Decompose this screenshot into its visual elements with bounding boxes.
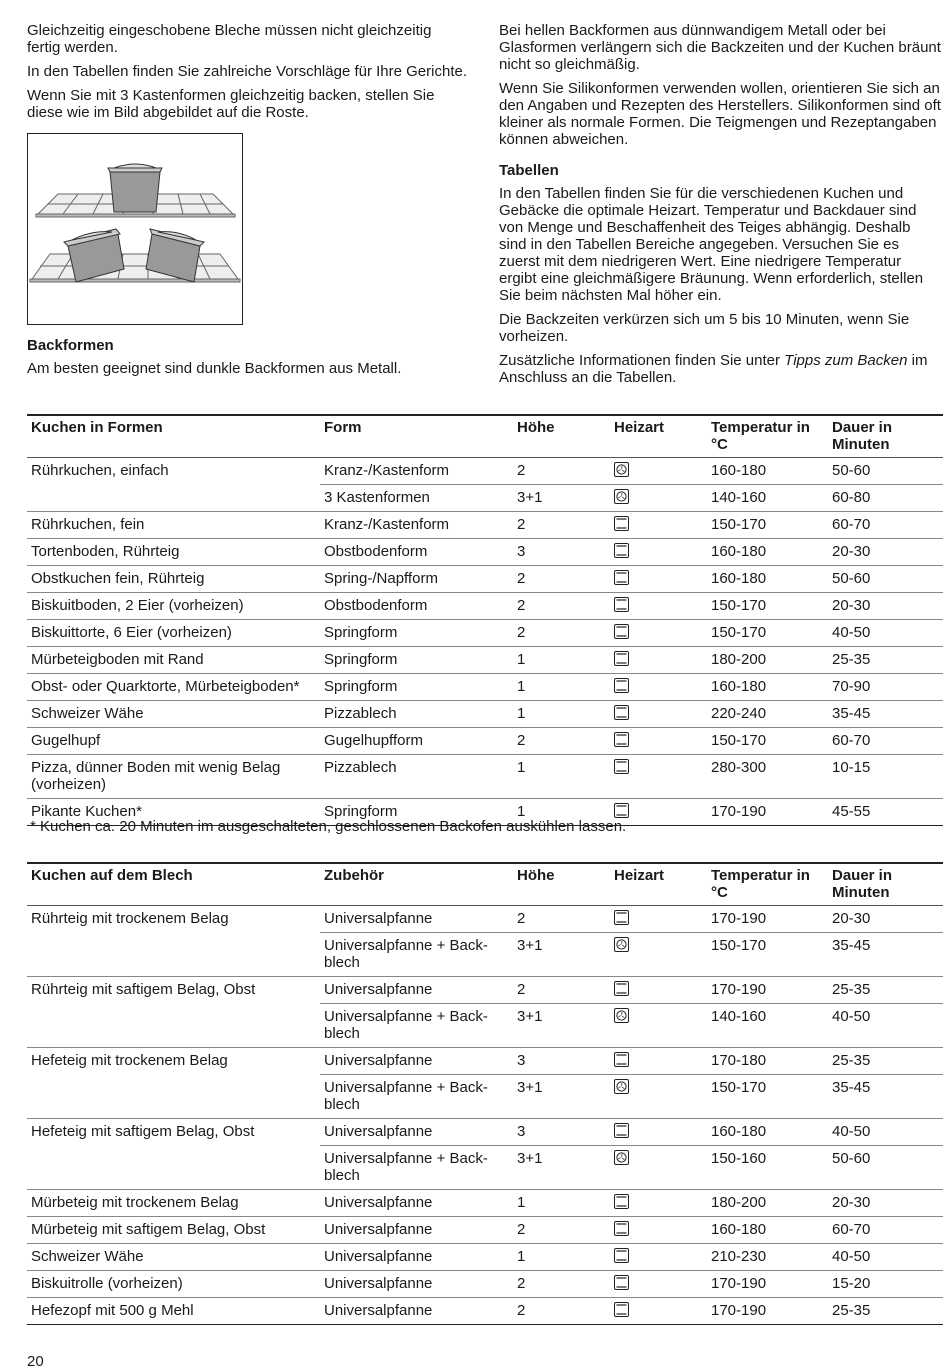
table-cell bbox=[27, 1146, 320, 1190]
table-cell: 180-200 bbox=[707, 1190, 828, 1217]
right-column bbox=[499, 22, 942, 393]
table-cell: 150-170 bbox=[707, 512, 828, 539]
table-cell: Rührteig mit trockenem Belag bbox=[27, 906, 320, 933]
table-cell: 60-70 bbox=[828, 512, 943, 539]
column-header: Zubehör bbox=[320, 863, 513, 906]
table-cell: 2 bbox=[513, 977, 610, 1004]
table-row bbox=[27, 1075, 943, 1119]
table-cell: 170-190 bbox=[707, 906, 828, 933]
table-cell: 1 bbox=[513, 701, 610, 728]
fan-icon bbox=[614, 489, 629, 506]
table-cell: 25-35 bbox=[828, 977, 943, 1004]
table-cell: Obstkuchen fein, Rührteig bbox=[27, 566, 320, 593]
top-bottom-heat-icon bbox=[614, 597, 629, 614]
heating-mode-cell bbox=[610, 933, 707, 977]
table-row bbox=[27, 458, 943, 485]
heating-mode-cell bbox=[610, 458, 707, 485]
table-row bbox=[27, 1190, 943, 1217]
column-header: Temperatur in °C bbox=[707, 415, 828, 458]
heating-mode-cell bbox=[610, 1075, 707, 1119]
top-bottom-heat-icon bbox=[614, 1194, 629, 1211]
table-cell: 150-160 bbox=[707, 1146, 828, 1190]
table-cell: 3 Kastenformen bbox=[320, 485, 513, 512]
paragraph: Gleichzeitig eingeschobene Bleche müssen nicht gleichzeitig fertig werden. bbox=[27, 22, 432, 56]
table-row bbox=[27, 593, 943, 620]
table-cell: 60-70 bbox=[828, 1217, 943, 1244]
table-cell: Universalpfanne bbox=[320, 1119, 513, 1146]
table-cell: Universalpfanne bbox=[320, 1048, 513, 1075]
heating-mode-cell bbox=[610, 728, 707, 755]
heating-mode-cell bbox=[610, 1244, 707, 1271]
heating-mode-cell bbox=[610, 1271, 707, 1298]
table-kuchen-in-formen bbox=[27, 414, 943, 826]
table-cell: 220-240 bbox=[707, 701, 828, 728]
table-cell: 160-180 bbox=[707, 566, 828, 593]
table-row bbox=[27, 906, 943, 933]
table-cell: 2 bbox=[513, 512, 610, 539]
table-cell: Mürbeteig mit trockenem Belag bbox=[27, 1190, 320, 1217]
heating-mode-cell bbox=[610, 1298, 707, 1325]
table-cell: 3+1 bbox=[513, 1146, 610, 1190]
fan-icon bbox=[614, 1008, 629, 1025]
table-cell: 25-35 bbox=[828, 1298, 943, 1325]
table-cell: Universalpfanne + Back-blech bbox=[320, 1075, 513, 1119]
heating-mode-cell bbox=[610, 485, 707, 512]
column-header: Heizart bbox=[610, 415, 707, 458]
table-cell: 40-50 bbox=[828, 1244, 943, 1271]
table-cell: 2 bbox=[513, 728, 610, 755]
table-cell: Universalpfanne bbox=[320, 1298, 513, 1325]
table-cell: Hefezopf mit 500 g Mehl bbox=[27, 1298, 320, 1325]
table-cell: 70-90 bbox=[828, 674, 943, 701]
table-cell: 150-170 bbox=[707, 728, 828, 755]
table-row bbox=[27, 728, 943, 755]
top-bottom-heat-icon bbox=[614, 1302, 629, 1319]
table-cell: Rührkuchen, einfach bbox=[27, 458, 320, 485]
table-cell: 170-180 bbox=[707, 1048, 828, 1075]
top-bottom-heat-icon bbox=[614, 624, 629, 641]
paragraph: Wenn Sie mit 3 Kastenformen gleichzeitig backen, stellen Sie diese wie im Bild abgebildet auf die Roste. bbox=[27, 87, 435, 121]
column-header: Temperatur in °C bbox=[707, 863, 828, 906]
table-cell: Kranz-/Kastenform bbox=[320, 458, 513, 485]
table-cell: 40-50 bbox=[828, 1119, 943, 1146]
table-cell: Biskuitrolle (vorheizen) bbox=[27, 1271, 320, 1298]
table-cell: 3+1 bbox=[513, 1075, 610, 1119]
heating-mode-cell bbox=[610, 755, 707, 799]
column-header: Höhe bbox=[513, 415, 610, 458]
top-bottom-heat-icon bbox=[614, 1052, 629, 1069]
table-cell: Hefeteig mit saftigem Belag, Obst bbox=[27, 1119, 320, 1146]
table-cell: 10-15 bbox=[828, 755, 943, 799]
table-cell bbox=[27, 485, 320, 512]
table-row bbox=[27, 512, 943, 539]
column-header: Höhe bbox=[513, 863, 610, 906]
table-cell: 150-170 bbox=[707, 1075, 828, 1119]
table-cell: 160-180 bbox=[707, 458, 828, 485]
table-cell: Universalpfanne + Back-blech bbox=[320, 933, 513, 977]
paragraph: Bei hellen Backformen aus dünnwandigem Metall oder bei Glasformen verlängern sich die Backzeiten und der Kuchen bräunt nicht so gleichmäßig. bbox=[499, 22, 941, 73]
table-cell: Pizza, dünner Boden mit wenig Belag (vorheizen) bbox=[27, 755, 320, 799]
table-cell: 160-180 bbox=[707, 674, 828, 701]
table-cell: 35-45 bbox=[828, 1075, 943, 1119]
table-row bbox=[27, 755, 943, 799]
table-cell: 1 bbox=[513, 674, 610, 701]
table-cell: 40-50 bbox=[828, 620, 943, 647]
table-cell: 2 bbox=[513, 593, 610, 620]
table-row bbox=[27, 701, 943, 728]
left-column bbox=[27, 22, 467, 384]
table-cell: 180-200 bbox=[707, 647, 828, 674]
heating-mode-cell bbox=[610, 620, 707, 647]
backformen-heading: Backformen bbox=[27, 337, 114, 354]
table-cell: 2 bbox=[513, 566, 610, 593]
table-row bbox=[27, 566, 943, 593]
table-cell: 40-50 bbox=[828, 1004, 943, 1048]
tabellen-heading: Tabellen bbox=[499, 162, 559, 179]
heating-mode-cell bbox=[610, 977, 707, 1004]
table-cell: Biskuitboden, 2 Eier (vorheizen) bbox=[27, 593, 320, 620]
table-cell: Rührteig mit saftigem Belag, Obst bbox=[27, 977, 320, 1004]
top-bottom-heat-icon bbox=[614, 759, 629, 776]
table-cell: 3 bbox=[513, 1048, 610, 1075]
table-cell: 140-160 bbox=[707, 1004, 828, 1048]
table-cell: Spring-/Napfform bbox=[320, 566, 513, 593]
table-cell: 25-35 bbox=[828, 647, 943, 674]
table-cell: 50-60 bbox=[828, 458, 943, 485]
table-cell: 2 bbox=[513, 906, 610, 933]
heating-mode-cell bbox=[610, 566, 707, 593]
table-cell: 35-45 bbox=[828, 701, 943, 728]
table-cell: Biskuittorte, 6 Eier (vorheizen) bbox=[27, 620, 320, 647]
heating-mode-cell bbox=[610, 1190, 707, 1217]
table-cell: 160-180 bbox=[707, 1217, 828, 1244]
column-header: Dauer in Minuten bbox=[828, 415, 943, 458]
table-cell: 60-70 bbox=[828, 728, 943, 755]
table-cell: Obstbodenform bbox=[320, 593, 513, 620]
table-cell: 140-160 bbox=[707, 485, 828, 512]
fan-icon bbox=[614, 1079, 629, 1096]
table-cell: Springform bbox=[320, 674, 513, 701]
table-cell: 160-180 bbox=[707, 1119, 828, 1146]
heating-mode-cell bbox=[610, 1004, 707, 1048]
table-row bbox=[27, 1146, 943, 1190]
heating-mode-cell bbox=[610, 674, 707, 701]
heating-mode-cell bbox=[610, 1217, 707, 1244]
table-row bbox=[27, 647, 943, 674]
column-header: Kuchen auf dem Blech bbox=[27, 863, 320, 906]
table-cell: Pizzablech bbox=[320, 701, 513, 728]
heating-mode-cell bbox=[610, 1048, 707, 1075]
table-row bbox=[27, 1217, 943, 1244]
table-cell: Kranz-/Kastenform bbox=[320, 512, 513, 539]
table-cell: 50-60 bbox=[828, 566, 943, 593]
table-cell bbox=[27, 933, 320, 977]
table-cell: Schweizer Wähe bbox=[27, 701, 320, 728]
table-row bbox=[27, 674, 943, 701]
table-cell: 150-170 bbox=[707, 620, 828, 647]
top-bottom-heat-icon bbox=[614, 1275, 629, 1292]
table-cell: 3+1 bbox=[513, 485, 610, 512]
table-cell: 20-30 bbox=[828, 906, 943, 933]
top-bottom-heat-icon bbox=[614, 705, 629, 722]
table-cell: 2 bbox=[513, 620, 610, 647]
heating-mode-cell bbox=[610, 539, 707, 566]
table-cell: Springform bbox=[320, 647, 513, 674]
table-cell: Gugelhupf bbox=[27, 728, 320, 755]
top-bottom-heat-icon bbox=[614, 1123, 629, 1140]
table-cell: Pizzablech bbox=[320, 755, 513, 799]
table-row bbox=[27, 977, 943, 1004]
table-row bbox=[27, 933, 943, 977]
top-bottom-heat-icon bbox=[614, 1221, 629, 1238]
page-number: 20 bbox=[27, 1353, 44, 1370]
table-cell: Gugelhupfform bbox=[320, 728, 513, 755]
heating-mode-cell bbox=[610, 593, 707, 620]
table-row bbox=[27, 620, 943, 647]
loaf-pans-on-racks-illustration bbox=[27, 133, 243, 325]
table-cell: 170-190 bbox=[707, 799, 828, 826]
table-cell: 280-300 bbox=[707, 755, 828, 799]
column-header: Kuchen in Formen bbox=[27, 415, 320, 458]
table-row bbox=[27, 1244, 943, 1271]
table-cell: 170-190 bbox=[707, 1271, 828, 1298]
column-header: Heizart bbox=[610, 863, 707, 906]
heating-mode-cell bbox=[610, 701, 707, 728]
table-cell: 1 bbox=[513, 755, 610, 799]
table-cell: 20-30 bbox=[828, 539, 943, 566]
table-cell: 60-80 bbox=[828, 485, 943, 512]
paragraph: In den Tabellen finden Sie für die verschiedenen Kuchen und Gebäcke die optimale Heizart. Temperatur und Backdauer sind von Menge und Beschaffenheit des Teiges abhängig. Deshalb sind in den Tabellen Bereiche angegeben. Versuchen Sie es zuerst mit dem niedrigeren Wert. Eine niedrigere Temperatur ergibt eine gleichmäßigere Bräunung. Wenn erforderlich, stellen Sie beim nächsten Mal höher ein. bbox=[499, 185, 924, 304]
table-cell: Universalpfanne + Back-blech bbox=[320, 1004, 513, 1048]
heating-mode-cell bbox=[610, 1119, 707, 1146]
table-cell: 170-190 bbox=[707, 1298, 828, 1325]
top-bottom-heat-icon bbox=[614, 678, 629, 695]
table-cell: 3+1 bbox=[513, 1004, 610, 1048]
top-bottom-heat-icon bbox=[614, 981, 629, 998]
table-cell: Schweizer Wähe bbox=[27, 1244, 320, 1271]
table-cell: 35-45 bbox=[828, 933, 943, 977]
table-cell: 2 bbox=[513, 458, 610, 485]
heating-mode-cell bbox=[610, 647, 707, 674]
paragraph: Zusätzliche Informationen finden Sie unter Tipps zum Backen im Anschluss an die Tabellen. bbox=[499, 352, 928, 386]
table-cell: Obstbodenform bbox=[320, 539, 513, 566]
table-cell: Springform bbox=[320, 799, 513, 826]
table-cell: Mürbeteig mit saftigem Belag, Obst bbox=[27, 1217, 320, 1244]
table-cell: Universalpfanne bbox=[320, 1217, 513, 1244]
table-row bbox=[27, 1119, 943, 1146]
table-cell: Mürbeteigboden mit Rand bbox=[27, 647, 320, 674]
heating-mode-cell bbox=[610, 906, 707, 933]
table-cell: 45-55 bbox=[828, 799, 943, 826]
table-cell: 1 bbox=[513, 647, 610, 674]
heating-mode-cell bbox=[610, 1146, 707, 1190]
fan-icon bbox=[614, 462, 629, 479]
table-cell: 50-60 bbox=[828, 1146, 943, 1190]
table-cell: 15-20 bbox=[828, 1271, 943, 1298]
table-cell: 1 bbox=[513, 799, 610, 826]
paragraph: In den Tabellen finden Sie zahlreiche Vorschläge für Ihre Gerichte. bbox=[27, 63, 467, 80]
table-cell: 3 bbox=[513, 539, 610, 566]
table-cell bbox=[27, 1004, 320, 1048]
table-cell: Universalpfanne bbox=[320, 1271, 513, 1298]
table-cell: 3+1 bbox=[513, 933, 610, 977]
table-row bbox=[27, 1048, 943, 1075]
table-cell: Universalpfanne bbox=[320, 977, 513, 1004]
table-cell: Hefeteig mit trockenem Belag bbox=[27, 1048, 320, 1075]
heating-mode-cell bbox=[610, 512, 707, 539]
fan-icon bbox=[614, 1150, 629, 1167]
table-cell: 150-170 bbox=[707, 593, 828, 620]
table-cell: Universalpfanne bbox=[320, 1244, 513, 1271]
table-cell: Springform bbox=[320, 620, 513, 647]
table-cell: 2 bbox=[513, 1271, 610, 1298]
top-bottom-heat-icon bbox=[614, 516, 629, 533]
table-cell: 150-170 bbox=[707, 933, 828, 977]
table-cell: 3 bbox=[513, 1119, 610, 1146]
table-cell: Tortenboden, Rührteig bbox=[27, 539, 320, 566]
oven-rack-icon bbox=[28, 134, 242, 324]
table-cell: 2 bbox=[513, 1217, 610, 1244]
table-kuchen-auf-dem-blech bbox=[27, 862, 943, 1325]
table-cell: Obst- oder Quarktorte, Mürbeteigboden* bbox=[27, 674, 320, 701]
table-row bbox=[27, 1271, 943, 1298]
top-bottom-heat-icon bbox=[614, 543, 629, 560]
table-row bbox=[27, 539, 943, 566]
table-cell: 210-230 bbox=[707, 1244, 828, 1271]
table-cell: 2 bbox=[513, 1298, 610, 1325]
table-cell: 160-180 bbox=[707, 539, 828, 566]
paragraph: Wenn Sie Silikonformen verwenden wollen, orientieren Sie sich an den Angaben und Rezepten des Herstellers. Silikonformen sind oft kleiner als normale Formen. Die Teigmengen und Rezeptangaben können abweichen. bbox=[499, 80, 941, 148]
table-cell: Pikante Kuchen* bbox=[27, 799, 320, 826]
table-row bbox=[27, 1004, 943, 1048]
table-cell: Rührkuchen, fein bbox=[27, 512, 320, 539]
table-row bbox=[27, 1298, 943, 1325]
column-header: Dauer in Minuten bbox=[828, 863, 943, 906]
table-cell: Universalpfanne + Back-blech bbox=[320, 1146, 513, 1190]
table-cell: 1 bbox=[513, 1244, 610, 1271]
fan-icon bbox=[614, 937, 629, 954]
table-cell: Universalpfanne bbox=[320, 1190, 513, 1217]
top-bottom-heat-icon bbox=[614, 570, 629, 587]
table-cell: 20-30 bbox=[828, 593, 943, 620]
top-bottom-heat-icon bbox=[614, 651, 629, 668]
table-cell: 25-35 bbox=[828, 1048, 943, 1075]
table-cell: 170-190 bbox=[707, 977, 828, 1004]
link-like-italic: Tipps zum Backen bbox=[784, 352, 908, 369]
table-row bbox=[27, 485, 943, 512]
column-header: Form bbox=[320, 415, 513, 458]
footnote: * Kuchen ca. 20 Minuten im ausgeschalteten, geschlossenen Backofen auskühlen lassen. bbox=[30, 818, 627, 835]
top-bottom-heat-icon bbox=[614, 732, 629, 749]
top-bottom-heat-icon bbox=[614, 1248, 629, 1265]
table-cell: 20-30 bbox=[828, 1190, 943, 1217]
table-cell: Universalpfanne bbox=[320, 906, 513, 933]
table-cell bbox=[27, 1075, 320, 1119]
table-cell: 1 bbox=[513, 1190, 610, 1217]
top-bottom-heat-icon bbox=[614, 910, 629, 927]
paragraph: Die Backzeiten verkürzen sich um 5 bis 10 Minuten, wenn Sie vorheizen. bbox=[499, 311, 910, 345]
paragraph: Am besten geeignet sind dunkle Backformen aus Metall. bbox=[27, 360, 402, 377]
